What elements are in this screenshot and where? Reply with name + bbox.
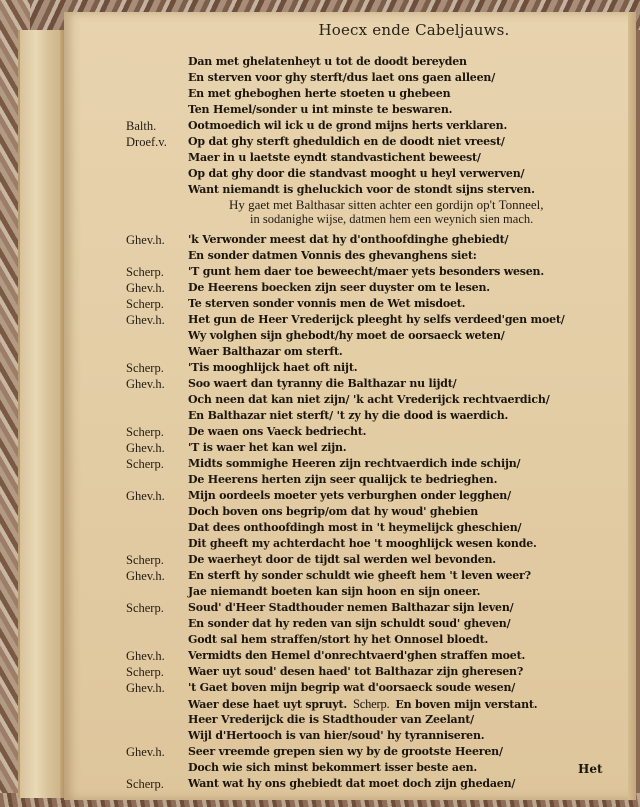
- verse-text-segment: Midts sommighe Heeren zijn rechtvaerdich inde schijn/: [188, 457, 521, 470]
- verse-text-segment: De waen ons Vaeck bedriecht.: [188, 425, 367, 438]
- verse-line: [64, 376, 624, 392]
- verse-text-segment: 'T gunt hem daer toe beweecht/maer yets besonders wesen.: [188, 265, 544, 278]
- verse-text-segment: En sterven voor ghy sterft/dus laet ons gaen alleen/: [188, 71, 496, 84]
- inline-speaker-label: Scherp.: [352, 697, 390, 711]
- verse-text-segment: Te sterven sonder vonnis men de Wet misdoet.: [188, 297, 466, 310]
- verse-text-segment: Waer dese haet uyt spruyt.: [188, 698, 347, 711]
- verse-text: [188, 744, 503, 760]
- verse-text: [188, 86, 450, 102]
- verse-text-segment: Want niemandt is gheluckich voor de stondt sijns sterven.: [188, 183, 535, 196]
- verse-text: [188, 440, 346, 456]
- verse-text: [188, 312, 565, 328]
- verse-line: [64, 54, 624, 70]
- verse-text: [188, 182, 535, 198]
- verse-line: [64, 264, 624, 280]
- speaker-label: Ghev.h.: [126, 441, 165, 455]
- verse-line: [64, 232, 624, 248]
- verse-text: [188, 728, 484, 744]
- speaker-label: Ghev.h.: [126, 569, 165, 583]
- verse-line: [64, 440, 624, 456]
- verse-line: [64, 86, 624, 102]
- verse-text-segment: Soo waert dan tyranny die Balthazar nu lijdt/: [188, 377, 457, 390]
- verse-text: [188, 328, 505, 344]
- verse-line: [64, 118, 624, 134]
- verse-text-segment: En sterft hy sonder schuldt wie gheeft hem 't leven weer?: [188, 569, 531, 582]
- verse-line: [64, 760, 624, 776]
- verse-line: [64, 520, 624, 536]
- verse-text-segment: En Balthazar niet sterft/ 't zy hy die dood is waerdich.: [188, 409, 509, 422]
- verse-text: [188, 344, 342, 360]
- verse-line: [64, 70, 624, 86]
- stage-direction-line-2: in sodanighe wijse, datmen hem een weynich sien mach.: [250, 212, 534, 226]
- running-header: Hoecx ende Cabeljauws.: [318, 21, 510, 39]
- verse-text: [188, 680, 515, 696]
- verse-text-segment: 'k Verwonder meest dat hy d'onthoofdinghe ghebiedt/: [188, 233, 509, 246]
- verse-line: [64, 504, 624, 520]
- verse-text: [188, 424, 366, 440]
- verse-text: [188, 552, 496, 568]
- verse-text-segment: Dit gheeft my achterdacht hoe 't mooghlijck wesen konde.: [188, 537, 537, 550]
- verse-text-segment: Vermidts den Hemel d'onrechtvaerd'ghen straffen moet.: [188, 649, 526, 662]
- verse-line: [64, 552, 624, 568]
- speaker-label: Ghev.h.: [126, 745, 165, 759]
- verse-text: [188, 408, 508, 424]
- speaker-label: Ghev.h.: [126, 649, 165, 663]
- page-right-edge: [628, 12, 636, 800]
- verse-text: [188, 456, 520, 472]
- verse-line: [64, 744, 624, 760]
- verse-text-segment: Godt sal hem straffen/stort hy het Onnosel bloedt.: [188, 633, 489, 646]
- speaker-label: Droef.v.: [126, 135, 167, 149]
- verse-line: [64, 728, 624, 744]
- verse-text-segment: En sonder dat hy reden van sijn schuldt soud' gheven/: [188, 617, 511, 630]
- verse-text-segment: Mijn oordeels moeter yets verburghen onder legghen/: [188, 489, 511, 502]
- verse-text: [188, 118, 507, 134]
- verse-text: [188, 248, 477, 264]
- verse-line: [64, 296, 624, 312]
- verse-line: [64, 616, 624, 632]
- verse-text: [188, 488, 511, 504]
- catchword: Het: [578, 762, 603, 776]
- verse-text: [188, 760, 477, 776]
- verse-line: [64, 632, 624, 648]
- verse-line: [64, 648, 624, 664]
- verse-text-segment: 'Tis mooghlijck haet oft nijt.: [188, 361, 358, 374]
- verse-text: [188, 776, 515, 792]
- verse-text-segment: Het gun de Heer Vrederijck pleeght hy selfs verdeed'gen moet/: [188, 313, 565, 326]
- verse-text: [188, 632, 488, 648]
- speaker-label: Scherp.: [126, 777, 164, 791]
- verse-text-segment: En met gheboghen herte stoeten u ghebeen: [188, 87, 451, 100]
- verse-text: [188, 504, 478, 520]
- verse-text-segment: Waer Balthazar om sterft.: [188, 345, 343, 358]
- verse-line: [64, 680, 624, 696]
- speaker-label: Scherp.: [126, 457, 164, 471]
- verse-line: [64, 328, 624, 344]
- verse-text: [188, 166, 524, 182]
- verse-text: [188, 54, 467, 70]
- verse-text-segment: Dat dees onthoofdingh most in 't heymelijck gheschien/: [188, 521, 522, 534]
- speaker-label: Scherp.: [126, 665, 164, 679]
- speaker-label: Ghev.h.: [126, 377, 165, 391]
- verse-text: [188, 568, 531, 584]
- verse-line: [64, 584, 624, 600]
- verse-line: [64, 472, 624, 488]
- verse-line: [64, 568, 624, 584]
- verse-line: [64, 166, 624, 182]
- verse-text: [188, 696, 537, 713]
- verse-line: [64, 600, 624, 616]
- verse-text: [188, 536, 537, 552]
- verse-text-segment: Op dat ghy door die standvast mooght u heyl verwerven/: [188, 167, 525, 180]
- speaker-label: Scherp.: [126, 361, 164, 375]
- verse-line: [64, 312, 624, 328]
- verse-line: [64, 664, 624, 680]
- verse-text-segment: Doch boven ons begrip/om dat hy woud' ghebien: [188, 505, 479, 518]
- speaker-label: Ghev.h.: [126, 233, 165, 247]
- verse-text-segment: En boven mijn verstant.: [395, 698, 538, 711]
- speaker-label: Scherp.: [126, 265, 164, 279]
- verse-line: [64, 182, 624, 198]
- verse-line: [64, 408, 624, 424]
- verse-text: [188, 520, 521, 536]
- verse-text: [188, 376, 456, 392]
- verse-text-segment: Wy volghen sijn ghebodt/hy moet de oorsaeck weten/: [188, 329, 505, 342]
- verse-text-segment: Ootmoedich wil ick u de grond mijns herts verklaren.: [188, 119, 508, 132]
- verse-text-segment: Maer in u laetste eyndt standvastichent beweest/: [188, 151, 481, 164]
- verse-text-segment: 'T is waer het kan wel zijn.: [188, 441, 347, 454]
- verse-line: [64, 456, 624, 472]
- speaker-label: Ghev.h.: [126, 281, 165, 295]
- verse-text: [188, 600, 513, 616]
- verse-line: [64, 150, 624, 166]
- speaker-label: Scherp.: [126, 553, 164, 567]
- speaker-label: Scherp.: [126, 601, 164, 615]
- verse-line: [64, 776, 624, 792]
- verse-text-segment: Dan met ghelatenheyt u tot de doodt bereyden: [188, 55, 467, 68]
- verse-line: [64, 392, 624, 408]
- verse-text: [188, 264, 544, 280]
- verse-text: [188, 150, 481, 166]
- verse-text: [188, 712, 474, 728]
- verse-text: [188, 280, 490, 296]
- verse-line: [64, 344, 624, 360]
- verse-text-segment: De waerheyt door de tijdt sal werden wel bevonden.: [188, 553, 496, 566]
- verse-line: [64, 360, 624, 376]
- verse-text-segment: En sonder datmen Vonnis des ghevanghens siet:: [188, 249, 477, 262]
- verse-line: [64, 280, 624, 296]
- verse-text: [188, 70, 495, 86]
- verse-line: [64, 248, 624, 264]
- verse-text: [188, 616, 510, 632]
- verse-text: [188, 296, 465, 312]
- verse-text: [188, 584, 480, 600]
- verse-text-segment: De Heerens boecken zijn seer duyster om te lesen.: [188, 281, 490, 294]
- verse-line: [64, 536, 624, 552]
- verse-line: [64, 102, 624, 118]
- stage-direction-line-1: Hy gaet met Balthasar sitten achter een gordijn op't Tonneel,: [229, 197, 544, 212]
- speaker-label: Balth.: [126, 119, 157, 133]
- verse-text-segment: Want wat hy ons ghebiedt dat moet doch zijn ghedaen/: [188, 777, 516, 790]
- verse-text-segment: Jae niemandt boeten kan sijn hoon en sijn oneer.: [188, 585, 481, 598]
- verse-text: [188, 232, 508, 248]
- verse-text: [188, 134, 505, 150]
- verse-text: [188, 664, 523, 680]
- book-page: [64, 12, 636, 800]
- verse-text-segment: Ten Hemel/sonder u int minste te beswaren.: [188, 103, 453, 116]
- verse-text: [188, 472, 497, 488]
- speaker-label: Scherp.: [126, 425, 164, 439]
- verse-text-segment: 't Gaet boven mijn begrip wat d'oorsaeck soude wesen/: [188, 681, 516, 694]
- verse-text-segment: Seer vreemde grepen sien wy by de grootste Heeren/: [188, 745, 503, 758]
- speaker-label: Ghev.h.: [126, 313, 165, 327]
- speaker-label: Scherp.: [126, 297, 164, 311]
- verse-text-segment: Heer Vrederijck die is Stadthouder van Zeelant/: [188, 713, 474, 726]
- verse-line: [64, 134, 624, 150]
- verse-text: [188, 392, 550, 408]
- verse-line: [64, 712, 624, 728]
- speaker-label: Ghev.h.: [126, 681, 165, 695]
- verse-line: [64, 488, 624, 504]
- verse-text-segment: Wijl d'Hertooch is van hier/soud' hy tyranniseren.: [188, 729, 485, 742]
- verse-text-segment: De Heerens herten zijn seer qualijck te bedrieghen.: [188, 473, 498, 486]
- verse-text-segment: Op dat ghy sterft gheduldich en de doodt niet vreest/: [188, 135, 505, 148]
- book-page-edges: [18, 30, 66, 798]
- verse-line: [64, 424, 624, 440]
- speaker-label: Ghev.h.: [126, 489, 165, 503]
- verse-line: [64, 696, 624, 712]
- verse-text-segment: Waer uyt soud' desen haed' tot Balthazar zijn gheresen?: [188, 665, 524, 678]
- verse-text-segment: Soud' d'Heer Stadthouder nemen Balthazar sijn leven/: [188, 601, 514, 614]
- verse-text: [188, 360, 357, 376]
- verse-text: [188, 648, 525, 664]
- verse-text-segment: Doch wie sich minst bekommert isser beste aen.: [188, 761, 478, 774]
- verse-text: [188, 102, 452, 118]
- verse-text-segment: Och neen dat kan niet zijn/ 'k acht Vrederijck rechtvaerdich/: [188, 393, 550, 406]
